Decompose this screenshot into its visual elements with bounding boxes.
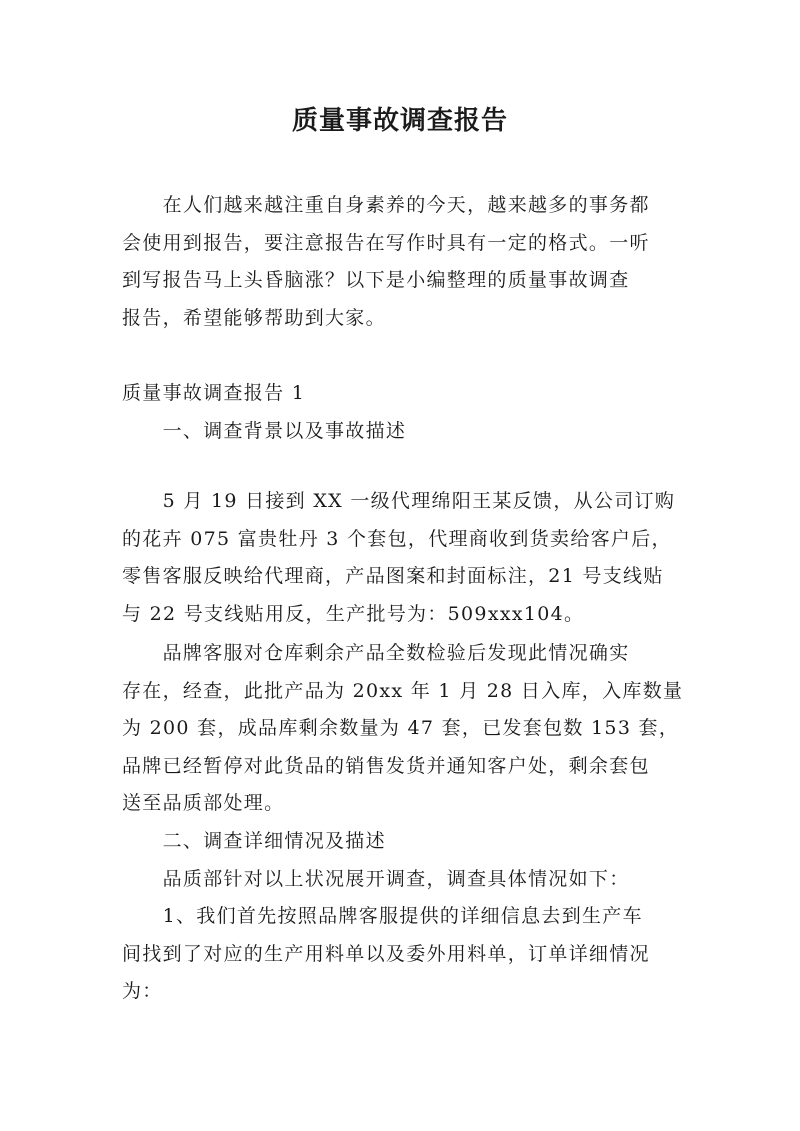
paragraph-line: 的花卉 075 富贵牡丹 3 个套包，代理商收到货卖给客户后， bbox=[122, 527, 672, 550]
paragraph-line: 品牌已经暂停对此货品的销售发货并通知客户处，剩余套包 bbox=[122, 754, 650, 777]
intro-line: 会使用到报告，要注意报告在写作时具有一定的格式。一听 bbox=[122, 231, 650, 254]
paragraph-line: 与 22 号支线贴用反，生产批号为：509xxx104。 bbox=[122, 602, 585, 625]
intro-paragraph bbox=[122, 187, 687, 337]
paragraph-line: 为 200 套，成品库剩余数量为 47 套，已发套包数 153 套， bbox=[122, 717, 680, 739]
inspection-paragraph bbox=[122, 635, 687, 823]
paragraph-line: 送至品质部处理。 bbox=[122, 792, 285, 814]
intro-line: 报告，希望能够帮助到大家。 bbox=[122, 306, 386, 329]
intro-line: 在人们越来越注重自身素养的今天，越来越多的事务都 bbox=[122, 194, 650, 216]
investigation-intro: 品质部针对以上状况展开调查，调查具体情况如下： bbox=[122, 868, 630, 890]
report-heading: 质量事故调查报告 1 bbox=[122, 382, 306, 404]
investigation-step-1 bbox=[122, 898, 687, 1011]
paragraph-line: 5 月 19 日接到 XX 一级代理绵阳王某反馈，从公司订购 bbox=[122, 490, 676, 512]
paragraph-line: 1、我们首先按照品牌客服提供的详细信息去到生产车 bbox=[122, 905, 643, 927]
document-title: 质量事故调查报告 bbox=[291, 106, 508, 136]
section-heading-1: 一、调查背景以及事故描述 bbox=[122, 420, 407, 442]
paragraph-line: 间找到了对应的生产用料单以及委外用料单，订单详细情况 bbox=[122, 942, 650, 965]
paragraph-line: 存在，经查，此批产品为 20xx 年 1 月 28 日入库，入库数量 bbox=[122, 679, 684, 702]
paragraph-line: 零售客服反映给代理商，产品图案和封面标注，21 号支线贴 bbox=[122, 565, 664, 587]
incident-paragraph bbox=[122, 483, 687, 633]
section-heading-2: 二、调查详细情况及描述 bbox=[122, 830, 386, 852]
paragraph-line: 为： bbox=[122, 980, 163, 1002]
paragraph-line: 品牌客服对仓库剩余产品全数检验后发现此情况确实 bbox=[122, 642, 630, 664]
intro-line: 到写报告马上头昏脑涨？以下是小编整理的质量事故调查 bbox=[122, 269, 630, 291]
